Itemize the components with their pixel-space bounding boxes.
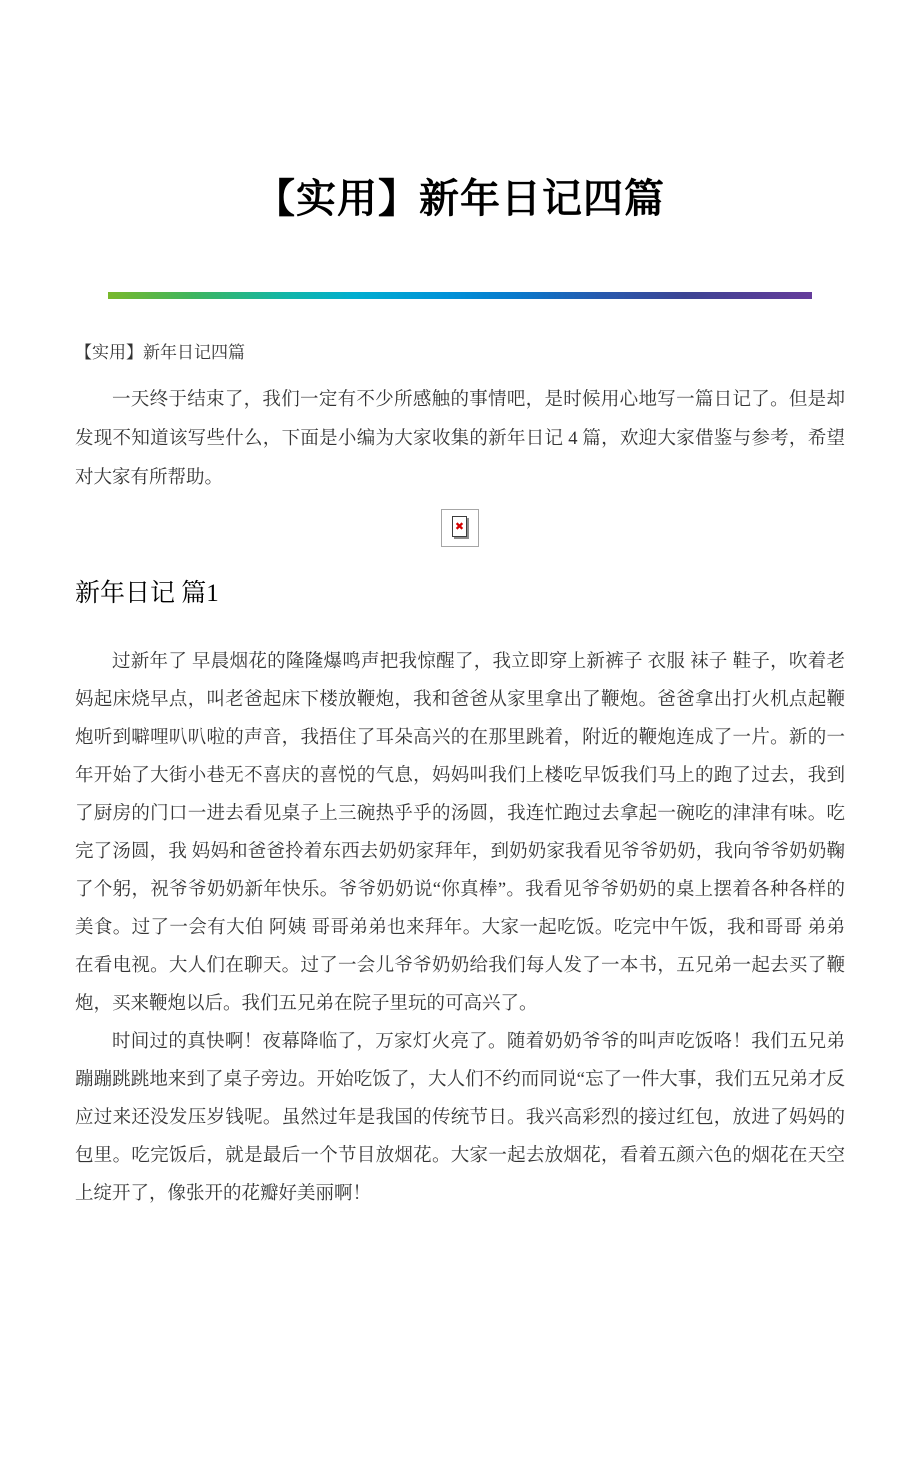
broken-image-x-icon: ✖: [454, 520, 465, 533]
broken-image-placeholder: [441, 509, 479, 547]
image-placeholder-row: [75, 509, 845, 547]
body-paragraph-1: 过新年了 早晨烟花的隆隆爆鸣声把我惊醒了，我立即穿上新裤子 衣服 袜子 鞋子，吹着老妈起床烧早点，叫老爸起床下楼放鞭炮，我和爸爸从家里拿出了鞭炮。爸爸拿出打火机点起鞭炮听到噼哩叭叭啦的声音，我捂住了耳朵高兴的在那里跳着，附近的鞭炮连成了一片。新的一年开始了大街小巷无不喜庆的喜悦的气息，妈妈叫我们上楼吃早饭我们马上的跑了过去，我到了厨房的门口一进去看见桌子上三碗热乎乎的汤圆，我连忙跑过去拿起一碗吃的津津有味。吃完了汤圆，我 妈妈和爸爸拎着东西去奶奶家拜年，到奶奶家我看见爷爷奶奶，我向爷爷奶奶鞠了个躬，祝爷爷奶奶新年快乐。爷爷奶奶说“你真棒”。我看见爷爷奶奶的桌上摆着各种各样的美食。过了一会有大伯 阿姨 哥哥弟弟也来拜年。大家一起吃饭。吃完中午饭，我和哥哥 弟弟在看电视。大人们在聊天。过了一会儿爷爷奶奶给我们每人发了一本书，五兄弟一起去买了鞭炮，买来鞭炮以后。我们五兄弟在院子里玩的可高兴了。: [75, 652, 845, 1014]
body-paragraph-2: 时间过的真快啊！夜幕降临了，万家灯火亮了。随着奶奶爷爷的叫声吃饭咯！我们五兄弟蹦蹦跳跳地来到了桌子旁边。开始吃饭了，大人们不约而同说“忘了一件大事，我们五兄弟才反应过来还没发压岁钱呢。虽然过年是我国的传统节日。我兴高彩烈的接过红包，放进了妈妈的包里。吃完饭后，就是最后一个节目放烟花。大家一起去放烟花，看着五颜六色的烟花在天空上绽开了，像张开的花瓣好美丽啊！: [75, 1032, 845, 1204]
broken-image-frame: [452, 516, 467, 537]
document-title: 【实用】新年日记四篇: [255, 176, 665, 221]
doc-subtitle-label: 【实用】新年日记四篇: [75, 343, 245, 362]
intro-paragraph: 一天终于结束了，我们一定有不少所感触的事情吧，是时候用心地写一篇日记了。但是却发现不知道该写些什么，下面是小编为大家收集的新年日记 4 篇，欢迎大家借鉴与参考，希望对大家有所帮助。: [75, 390, 845, 488]
gradient-divider: [108, 292, 812, 299]
document-page: [0, 175, 920, 1213]
section-heading-diary-1: 新年日记 篇1: [75, 580, 219, 607]
